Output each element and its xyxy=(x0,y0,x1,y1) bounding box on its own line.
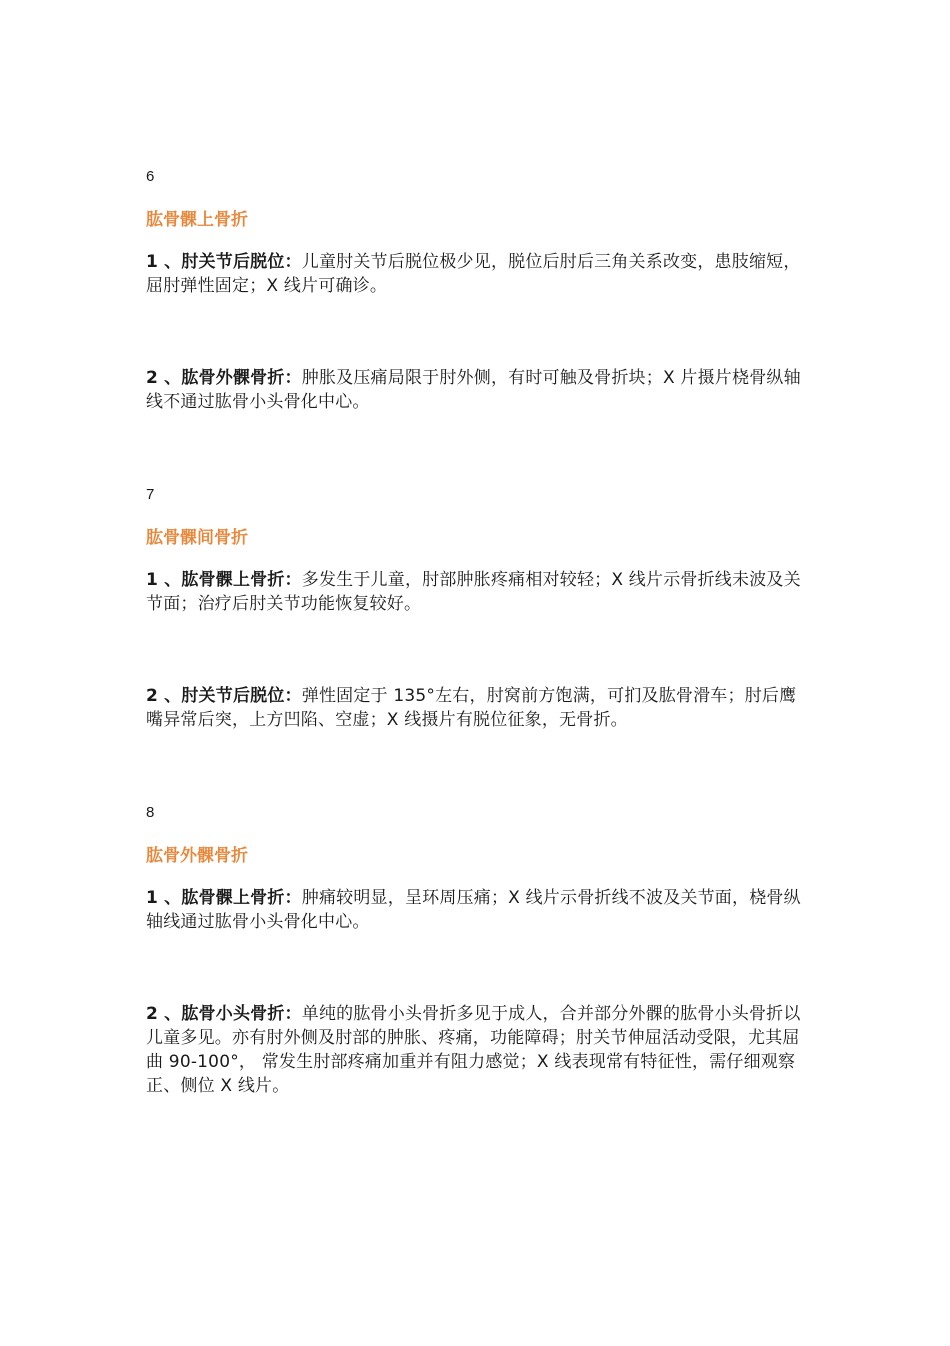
item-lead: 2 、肘关节后脱位： xyxy=(146,686,302,706)
item-lead: 1 、肘关节后脱位： xyxy=(146,252,302,272)
item-text: 弹性固定于 135°左右，肘窝前方饱满，可扪及肱骨滑车；肘后鹰嘴异常后突，上方凹陷、空虚；X 线摄片有脱位征象，无骨折。 xyxy=(146,686,797,730)
section-number: 6 xyxy=(146,168,155,185)
item-text: 肿胀及压痛局限于肘外侧，有时可触及骨折块；X 片摄片桡骨纵轴线不通过肱骨小头骨化中心。 xyxy=(146,368,801,412)
list-item xyxy=(146,250,811,298)
item-lead: 1 、肱骨髁上骨折： xyxy=(146,570,302,590)
section-number: 8 xyxy=(146,804,155,821)
item-lead: 2 、肱骨小头骨折： xyxy=(146,1004,302,1024)
section-6 xyxy=(146,166,811,414)
section-number: 7 xyxy=(146,486,155,503)
list-item xyxy=(146,568,811,616)
item-text: 儿童肘关节后脱位极少见，脱位后肘后三角关系改变，患肢缩短，屈肘弹性固定；X 线片可确诊。 xyxy=(146,252,801,296)
section-7 xyxy=(146,484,811,732)
item-text: 多发生于儿童，肘部肿胀疼痛相对较轻；X 线片示骨折线未波及关节面；治疗后肘关节功能恢复较好。 xyxy=(146,570,801,614)
item-text: 单纯的肱骨小头骨折多见于成人，合并部分外髁的肱骨小头骨折以儿童多见。亦有肘外侧及肘部的肿胀、疼痛，功能障碍；肘关节伸屈活动受限，尤其屈曲 90-100°， 常发生肘部疼痛加重并有阻力感觉；X 线表现常有特征性，需仔细观察正、侧位 X 线片。 xyxy=(146,1004,801,1096)
list-item xyxy=(146,684,811,732)
list-item xyxy=(146,366,811,414)
section-title: 肱骨髁间骨折 xyxy=(146,528,248,548)
item-lead: 2 、肱骨外髁骨折： xyxy=(146,368,302,388)
item-text: 肿痛较明显，呈环周压痛；X 线片示骨折线不波及关节面，桡骨纵轴线通过肱骨小头骨化中心。 xyxy=(146,888,801,932)
section-title: 肱骨髁上骨折 xyxy=(146,210,248,230)
document-page xyxy=(146,166,811,1098)
item-lead: 1 、肱骨髁上骨折： xyxy=(146,888,302,908)
section-8 xyxy=(146,802,811,1098)
list-item xyxy=(146,886,811,934)
section-title: 肱骨外髁骨折 xyxy=(146,846,248,866)
list-item xyxy=(146,1002,811,1098)
